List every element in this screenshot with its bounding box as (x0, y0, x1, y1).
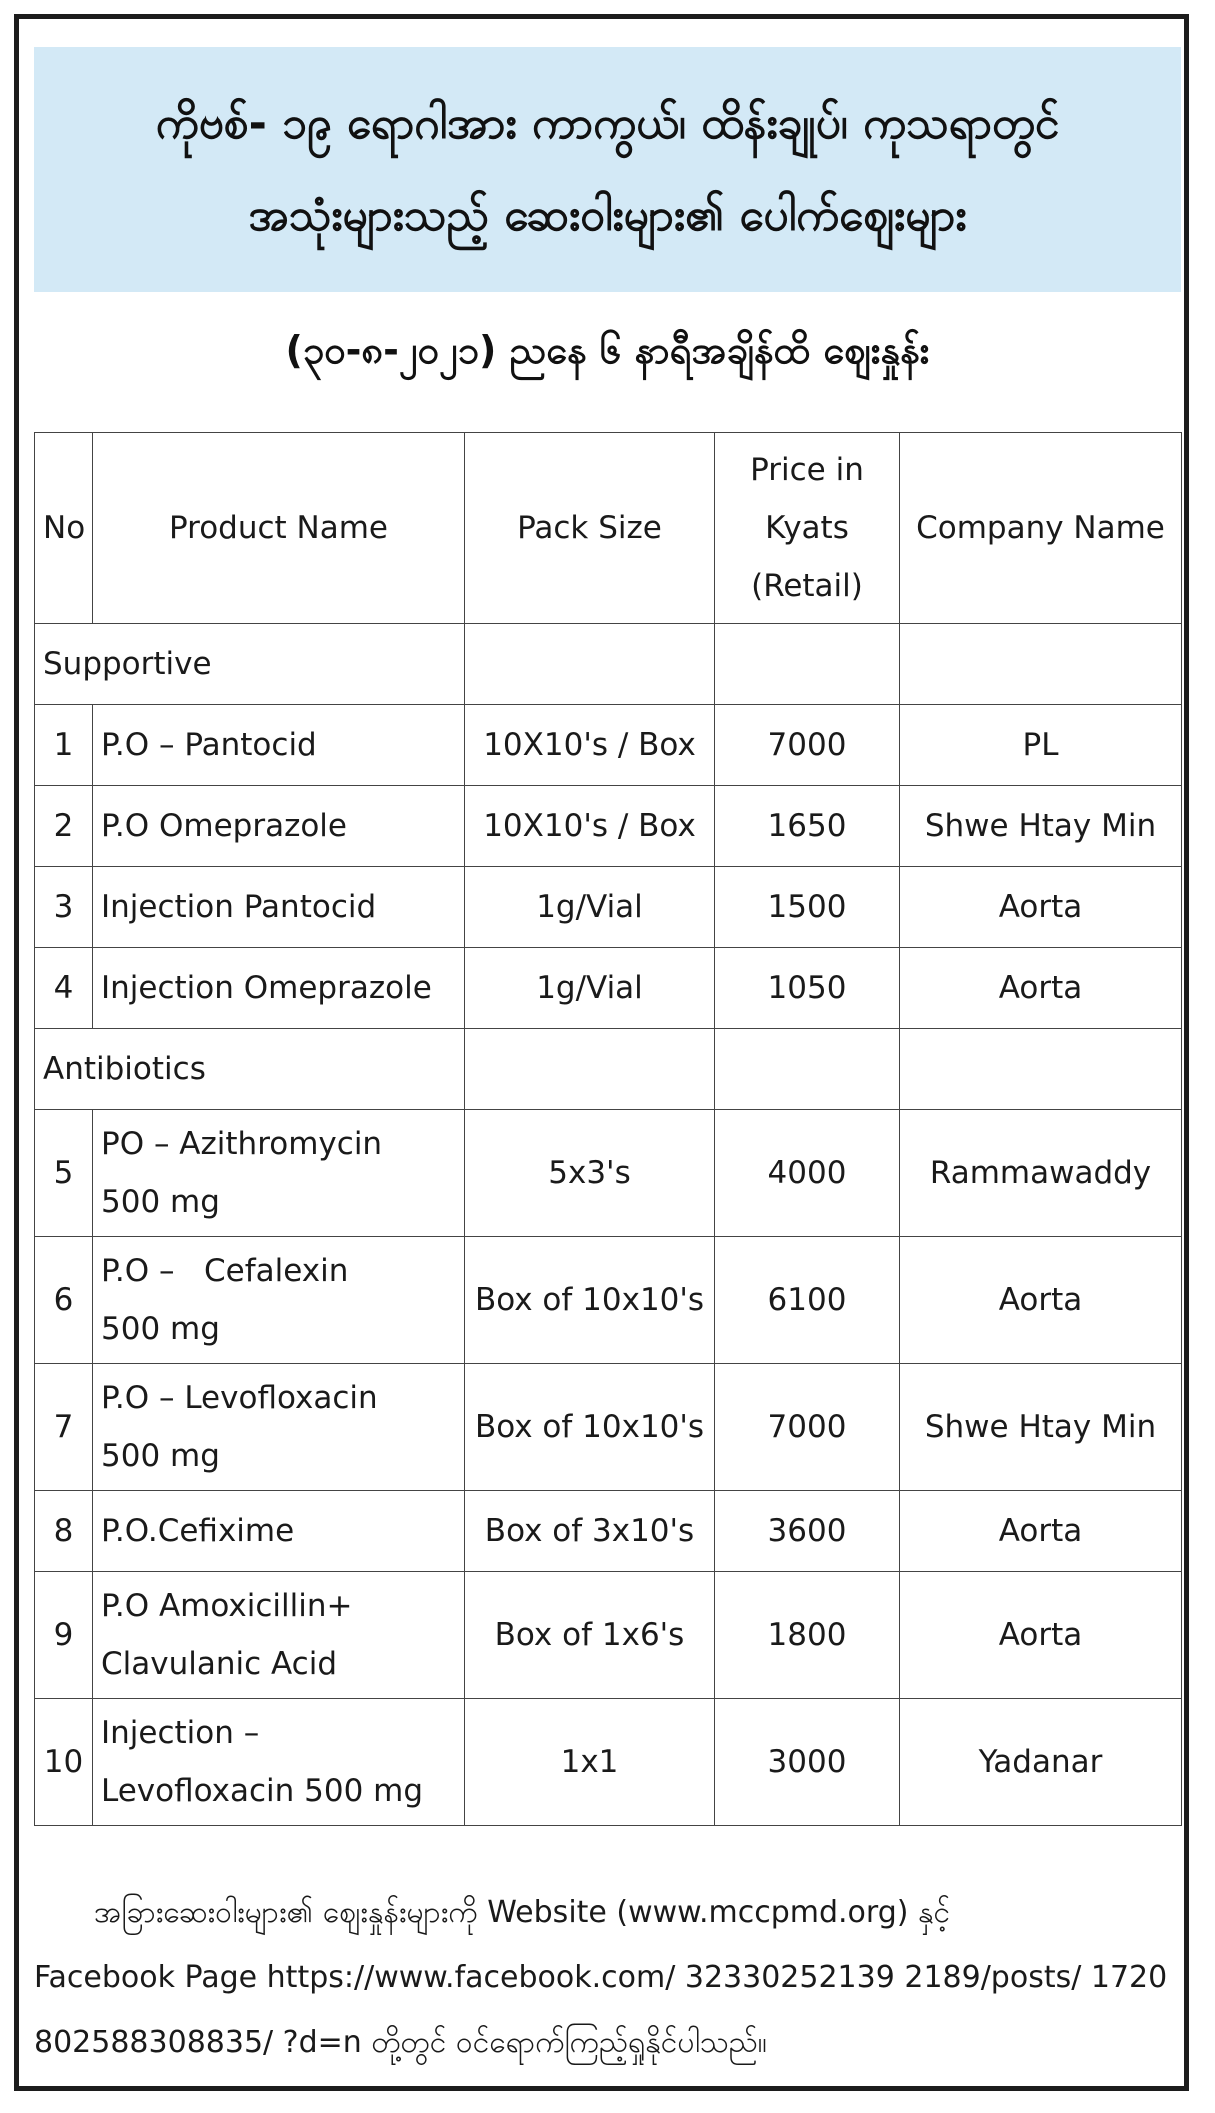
row-company: Aorta (900, 948, 1182, 1029)
row-price: 7000 (715, 705, 900, 786)
footer-line-2: Facebook Page https://www.facebook.com/ 32330252139 2189/posts/ 1720 (34, 1960, 1168, 1995)
product-name-line-2: Clavulanic Acid (101, 1646, 338, 1682)
row-product-name: P.O Omeprazole (93, 786, 465, 867)
row-pack-size: Box of 10x10's (465, 1364, 715, 1491)
table-row (35, 1364, 1182, 1491)
title-banner (34, 47, 1181, 292)
product-name-line-1: P.O – Cefalexin (101, 1253, 349, 1289)
row-product-name: P.O – Pantocid (93, 705, 465, 786)
row-company: Aorta (900, 1237, 1182, 1364)
row-no: 1 (35, 705, 93, 786)
header-no: No (35, 433, 93, 624)
footer-note (34, 1880, 1181, 2075)
row-no: 10 (35, 1699, 93, 1826)
row-no: 9 (35, 1572, 93, 1699)
table-row (35, 705, 1182, 786)
row-product-name: P.O.Cefixime (93, 1491, 465, 1572)
title-line-2: အသုံးများသည့် ဆေးဝါးများ၏ ပေါက်ဈေးများ (248, 189, 967, 241)
row-product-name (93, 1572, 465, 1699)
row-product-name (93, 1699, 465, 1826)
row-company: Shwe Htay Min (900, 786, 1182, 867)
section-row-antibiotics (35, 1029, 1182, 1110)
row-price: 1500 (715, 867, 900, 948)
product-name-line-2: 500 mg (101, 1184, 220, 1220)
row-company: Yadanar (900, 1699, 1182, 1826)
header-product-name: Product Name (93, 433, 465, 624)
row-company: Aorta (900, 867, 1182, 948)
price-date-subtitle: (၃၀-၈-၂၀၂၁) ညနေ ၆ နာရီအချိန်ထိ ဈေးနှုန်း (285, 328, 930, 372)
empty-cell (465, 624, 715, 705)
empty-cell (715, 1029, 900, 1110)
row-company: Shwe Htay Min (900, 1364, 1182, 1491)
row-no: 2 (35, 786, 93, 867)
header-pack-size: Pack Size (465, 433, 715, 624)
title-line-1: ကိုဗစ်- ၁၉ ရောဂါအား ကာကွယ်၊ ထိန်းချုပ်၊ ကုသရာတွင် (155, 97, 1060, 149)
section-label: Antibiotics (35, 1029, 465, 1110)
row-pack-size: 1g/Vial (465, 948, 715, 1029)
row-price: 1650 (715, 786, 900, 867)
empty-cell (900, 624, 1182, 705)
row-product-name (93, 1110, 465, 1237)
row-product-name: Injection Pantocid (93, 867, 465, 948)
footer-line-1: အခြားဆေးဝါးများ၏ ဈေးနှုန်းများကို Website (www.mccpmd.org) နှင့် (94, 1895, 951, 1930)
section-label: Supportive (35, 624, 465, 705)
row-price: 3600 (715, 1491, 900, 1572)
product-name-line-1: P.O Amoxicillin+ (101, 1588, 353, 1624)
row-pack-size: Box of 10x10's (465, 1237, 715, 1364)
row-price: 6100 (715, 1237, 900, 1364)
row-price: 7000 (715, 1364, 900, 1491)
table-row (35, 867, 1182, 948)
row-pack-size: Box of 3x10's (465, 1491, 715, 1572)
row-no: 4 (35, 948, 93, 1029)
product-name-line-1: P.O – Levofloxacin (101, 1380, 378, 1416)
header-company-name: Company Name (900, 433, 1182, 624)
table-row (35, 1572, 1182, 1699)
row-product-name (93, 1237, 465, 1364)
row-pack-size: Box of 1x6's (465, 1572, 715, 1699)
row-no: 8 (35, 1491, 93, 1572)
empty-cell (900, 1029, 1182, 1110)
table-row (35, 1699, 1182, 1826)
row-company: Rammawaddy (900, 1110, 1182, 1237)
row-product-name (93, 1364, 465, 1491)
product-name-line-2: 500 mg (101, 1311, 220, 1347)
section-row-supportive (35, 624, 1182, 705)
row-price: 1800 (715, 1572, 900, 1699)
table-header-row (35, 433, 1182, 624)
empty-cell (715, 624, 900, 705)
row-no: 5 (35, 1110, 93, 1237)
product-name-line-1: PO – Azithromycin (101, 1126, 383, 1162)
row-company: PL (900, 705, 1182, 786)
header-price-line-2: Kyats (765, 510, 849, 546)
row-company: Aorta (900, 1491, 1182, 1572)
row-company: Aorta (900, 1572, 1182, 1699)
table-row (35, 786, 1182, 867)
product-name-line-2: Levofloxacin 500 mg (101, 1773, 424, 1809)
row-pack-size: 10X10's / Box (465, 705, 715, 786)
header-price-line-1: Price in (750, 452, 864, 488)
header-price (715, 433, 900, 624)
table-row (35, 1491, 1182, 1572)
row-no: 6 (35, 1237, 93, 1364)
price-table (34, 432, 1182, 1826)
row-no: 3 (35, 867, 93, 948)
header-price-line-3: (Retail) (751, 568, 863, 604)
row-price: 1050 (715, 948, 900, 1029)
footer-line-3: 802588308835/ ?d=n တို့တွင် ဝင်ရောက်ကြည့်ရှုနိုင်ပါသည်။ (34, 2025, 767, 2060)
row-pack-size: 10X10's / Box (465, 786, 715, 867)
row-pack-size: 1g/Vial (465, 867, 715, 948)
row-pack-size: 5x3's (465, 1110, 715, 1237)
table-row (35, 1110, 1182, 1237)
product-name-line-2: 500 mg (101, 1438, 220, 1474)
row-pack-size: 1x1 (465, 1699, 715, 1826)
product-name-line-1: Injection – (101, 1715, 260, 1751)
table-row (35, 948, 1182, 1029)
empty-cell (465, 1029, 715, 1110)
table-row (35, 1237, 1182, 1364)
row-product-name: Injection Omeprazole (93, 948, 465, 1029)
row-price: 4000 (715, 1110, 900, 1237)
row-price: 3000 (715, 1699, 900, 1826)
row-no: 7 (35, 1364, 93, 1491)
